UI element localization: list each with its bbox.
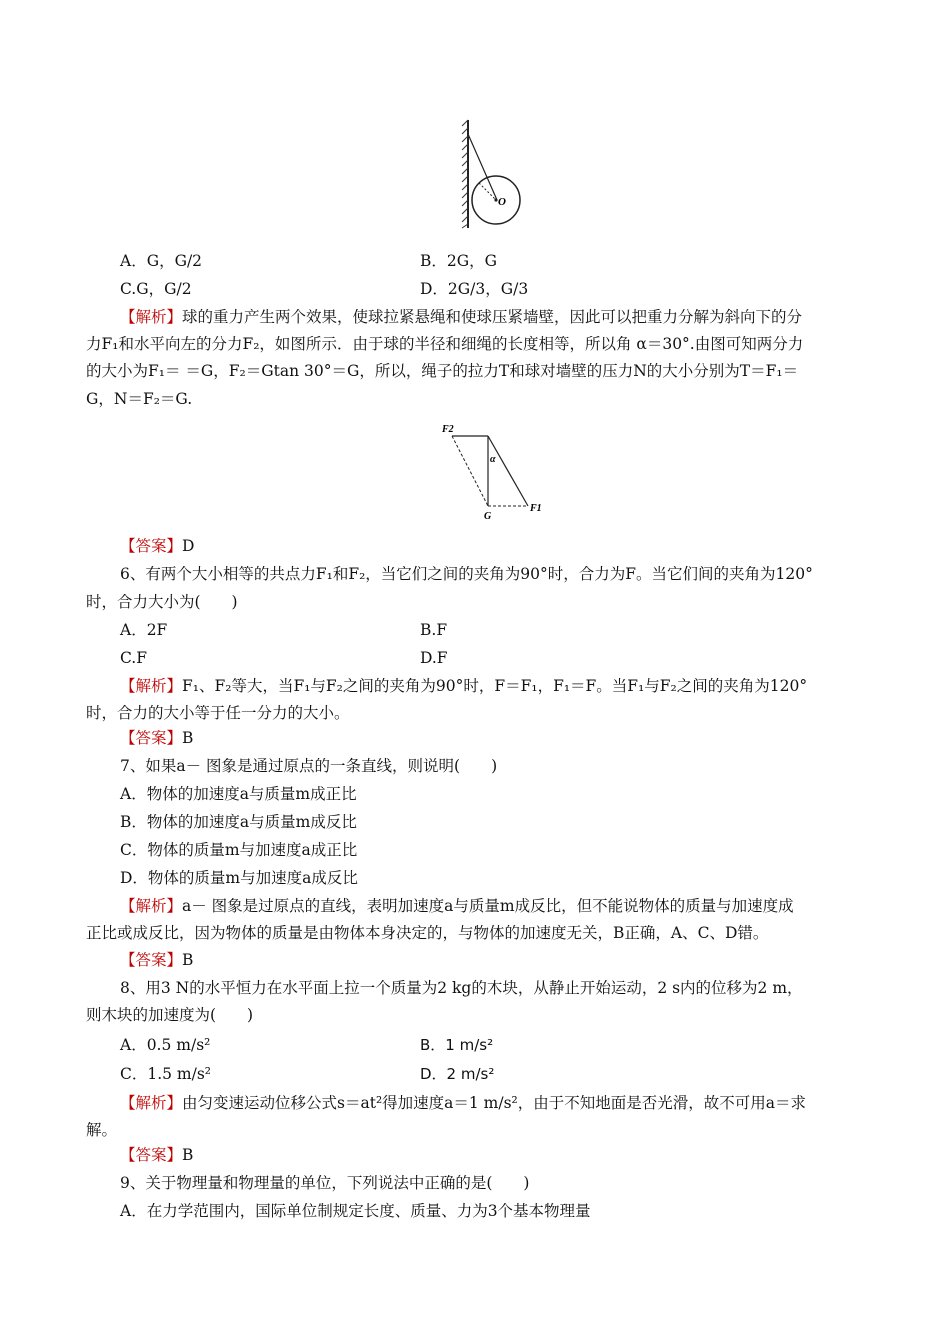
q9-stem: 9、关于物理量和物理量的单位，下列说法中正确的是( ): [120, 1174, 530, 1192]
analysis-tag: 【解析】: [120, 308, 183, 326]
q5-answer: 【答案】D: [120, 537, 195, 555]
q8-answer: 【答案】B: [120, 1146, 194, 1164]
q8-option-d: D．2 m/s²: [420, 1065, 495, 1083]
q6-analysis-line-1: 【解析】F₁、F₂等大，当F₁与F₂之间的夹角为90°时，F＝F₁，F₁＝F。当F₁与F₂之间的夹角为120°: [120, 677, 808, 695]
q6-option-d: D.F: [420, 649, 448, 667]
q8-option-b: B．1 m/s²: [420, 1036, 494, 1054]
q7-option-c: C．物体的质量m与加速度a成正比: [120, 841, 358, 859]
q7-answer: 【答案】B: [120, 951, 194, 969]
q6-stem-line-1: 6、有两个大小相等的共点力F₁和F₂，当它们之间的夹角为90°时，合力为F。当它们间的夹角为120°: [120, 565, 813, 583]
q6-analysis-line-2: 时，合力的大小等于任一分力的大小。: [86, 704, 350, 722]
q7-stem: 7、如果a－ 图象是通过原点的一条直线，则说明( ): [120, 757, 498, 775]
ball-on-wall-figure: [450, 112, 530, 232]
q8-analysis-line-2: 解。: [86, 1121, 118, 1139]
f1-label: F1: [530, 503, 542, 514]
q8-option-a: A．0.5 m/s²: [120, 1036, 211, 1054]
force-decomposition-figure: [436, 418, 546, 528]
center-o-label: O: [498, 196, 506, 208]
q5-analysis-line-4: G，N＝F₂＝G.: [86, 390, 193, 408]
q6-option-c: C.F: [120, 649, 147, 667]
q8-stem-line-2: 则木块的加速度为( ): [86, 1006, 254, 1024]
f2-label: F2: [442, 424, 454, 435]
q7-option-b: B．物体的加速度a与质量m成反比: [120, 813, 357, 831]
q5-analysis-line-3: 的大小为F₁＝ ＝G，F₂＝Gtan 30°＝G，所以，绳子的拉力T和球对墙壁的压力N的大小分别为T＝F₁＝: [86, 362, 799, 380]
q9-option-a: A．在力学范围内，国际单位制规定长度、质量、力为3个基本物理量: [120, 1202, 591, 1220]
q5-analysis-line-2: 力F₁和水平向左的分力F₂，如图所示．由于球的半径和细绳的长度相等，所以角 α＝30°.由图可知两分力: [86, 335, 804, 353]
q7-analysis-line-2: 正比或成反比，因为物体的质量是由物体本身决定的，与物体的加速度无关，B正确，A、C、D错。: [86, 924, 769, 942]
q6-stem-line-2: 时，合力大小为( ): [86, 593, 238, 611]
q8-stem-line-1: 8、用3 N的水平恒力在水平面上拉一个质量为2 kg的木块，从静止开始运动，2 s内的位移为2 m，: [120, 979, 803, 997]
q5-option-a: A．G，G/2: [120, 252, 203, 270]
q5-option-c: C.G，G/2: [120, 280, 192, 298]
q5-analysis-line-1: 【解析】球的重力产生两个效果，使球拉紧悬绳和使球压紧墙壁，因此可以把重力分解为斜向下的分: [120, 308, 803, 326]
q6-option-a: A．2F: [120, 621, 168, 639]
q7-option-d: D．物体的质量m与加速度a成反比: [120, 869, 358, 887]
alpha-label: α: [490, 454, 496, 465]
g-label: G: [484, 511, 492, 522]
q6-option-b: B.F: [420, 621, 448, 639]
q7-option-a: A．物体的加速度a与质量m成正比: [120, 785, 357, 803]
q5-option-b: B．2G，G: [420, 252, 498, 270]
q6-answer: 【答案】B: [120, 729, 194, 747]
q5-option-d: D．2G/3，G/3: [420, 280, 529, 298]
q8-analysis-line-1: 【解析】由匀变速运动位移公式s＝at²得加速度a＝1 m/s²，由于不知地面是否光滑，故不可用a＝求: [120, 1094, 807, 1112]
answer-tag: 【答案】: [120, 537, 183, 555]
q8-option-c: C．1.5 m/s²: [120, 1065, 212, 1083]
q7-analysis-line-1: 【解析】a－ 图象是过原点的直线，表明加速度a与质量m成反比，但不能说物体的质量与加速度成: [120, 897, 794, 915]
